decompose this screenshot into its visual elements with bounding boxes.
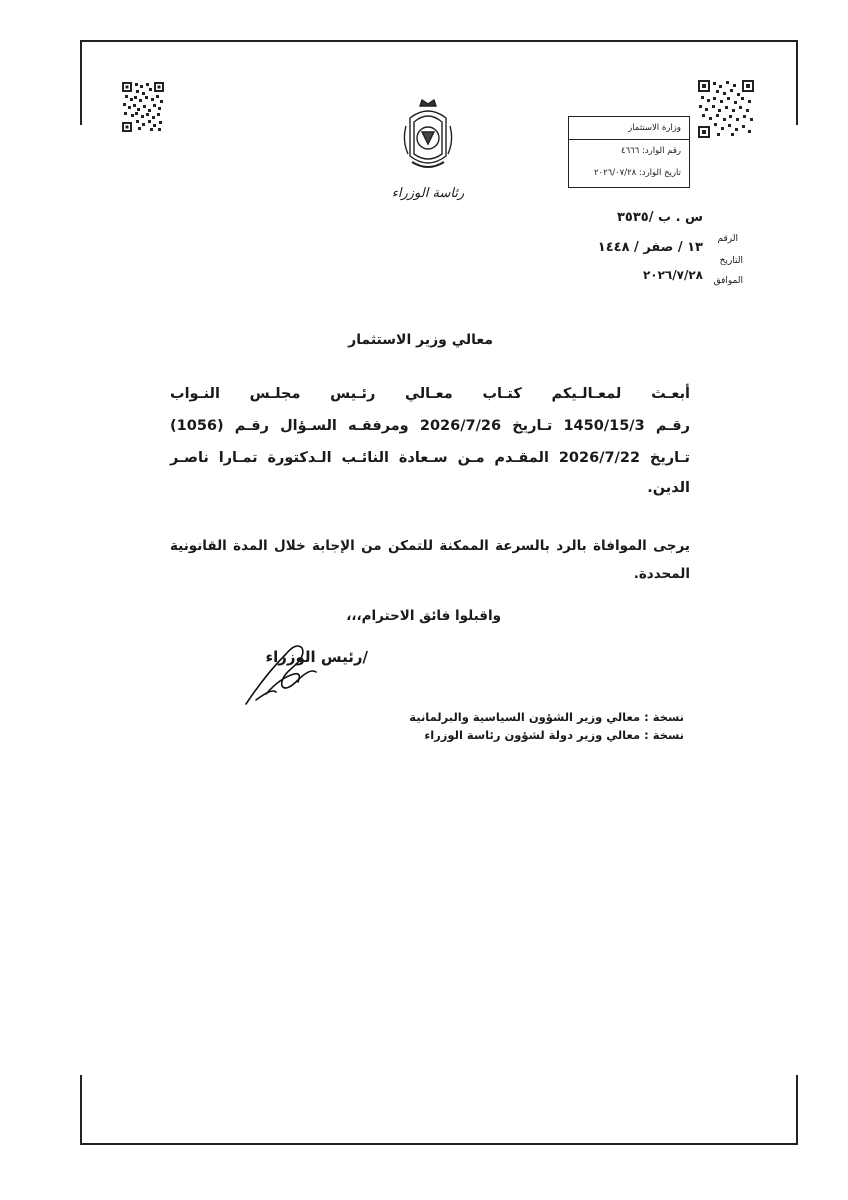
right-qr-code-icon	[698, 80, 754, 138]
emblem-caption: رئاسة الوزراء	[391, 186, 465, 201]
request-line-1: يرجى الموافاة بالرد بالسرعة الممكنة للتمكن من الإجابة خلال المدة القانونية	[170, 538, 690, 554]
corresponding-label: الموافق	[713, 276, 743, 286]
date-value: ١٣ / صفر / ١٤٤٨	[597, 240, 703, 255]
body-line-1: أبعـث لمعـالـيكم كتـاب معـالي رئـيس مجلـس النـواب	[170, 386, 690, 402]
left-qr-code-icon	[122, 82, 164, 132]
stamp-incoming-date: تاريخ الوارد: ٢٠٢٦/٠٧/٢٨	[593, 168, 681, 178]
stamp-incoming-number: رقم الوارد: ٤٦٦٦	[621, 146, 681, 156]
bottom-border	[80, 1143, 798, 1145]
signatory-title: /رئيس الوزراء	[265, 648, 368, 666]
copy-line-1: نسخة : معالي وزير الشؤون السياسية والبرلمانية	[409, 710, 684, 724]
date-label: التاريخ	[719, 256, 743, 266]
corresponding-value: ٢٠٢٦/٧/٢٨	[642, 268, 703, 282]
signature-icon	[236, 634, 326, 710]
body-line-2: رقـم 1450/15/3 تـاريخ 2026/7/26 ومرفقـه السـؤال رقـم (1056)	[170, 418, 691, 434]
number-value: س . ب /٣٥٣٥	[616, 210, 703, 225]
top-left-border	[80, 40, 82, 125]
body-line-3: تـاريخ 2026/7/22 المقـدم مـن سـعادة النائـب الـدكتورة تمـارا ناصـر	[170, 450, 690, 466]
bottom-right-border	[796, 1075, 798, 1145]
copy-line-2: نسخة : معالي وزير دولة لشؤون رئاسة الوزراء	[424, 728, 684, 742]
addressee: معالي وزير الاستثمار	[348, 332, 493, 348]
closing-line: واقبلوا فائق الاحترام،،،	[346, 608, 501, 624]
top-border	[80, 40, 798, 42]
body-line-4: الدين.	[647, 480, 690, 496]
number-label: الرقم	[717, 234, 738, 244]
top-right-border	[796, 40, 798, 125]
stamp-ministry: وزارة الاستثمار	[569, 117, 689, 140]
coat-of-arms-icon	[400, 96, 456, 192]
request-line-2: المحددة.	[633, 566, 690, 582]
bottom-left-border	[80, 1075, 82, 1145]
incoming-stamp	[568, 116, 690, 188]
